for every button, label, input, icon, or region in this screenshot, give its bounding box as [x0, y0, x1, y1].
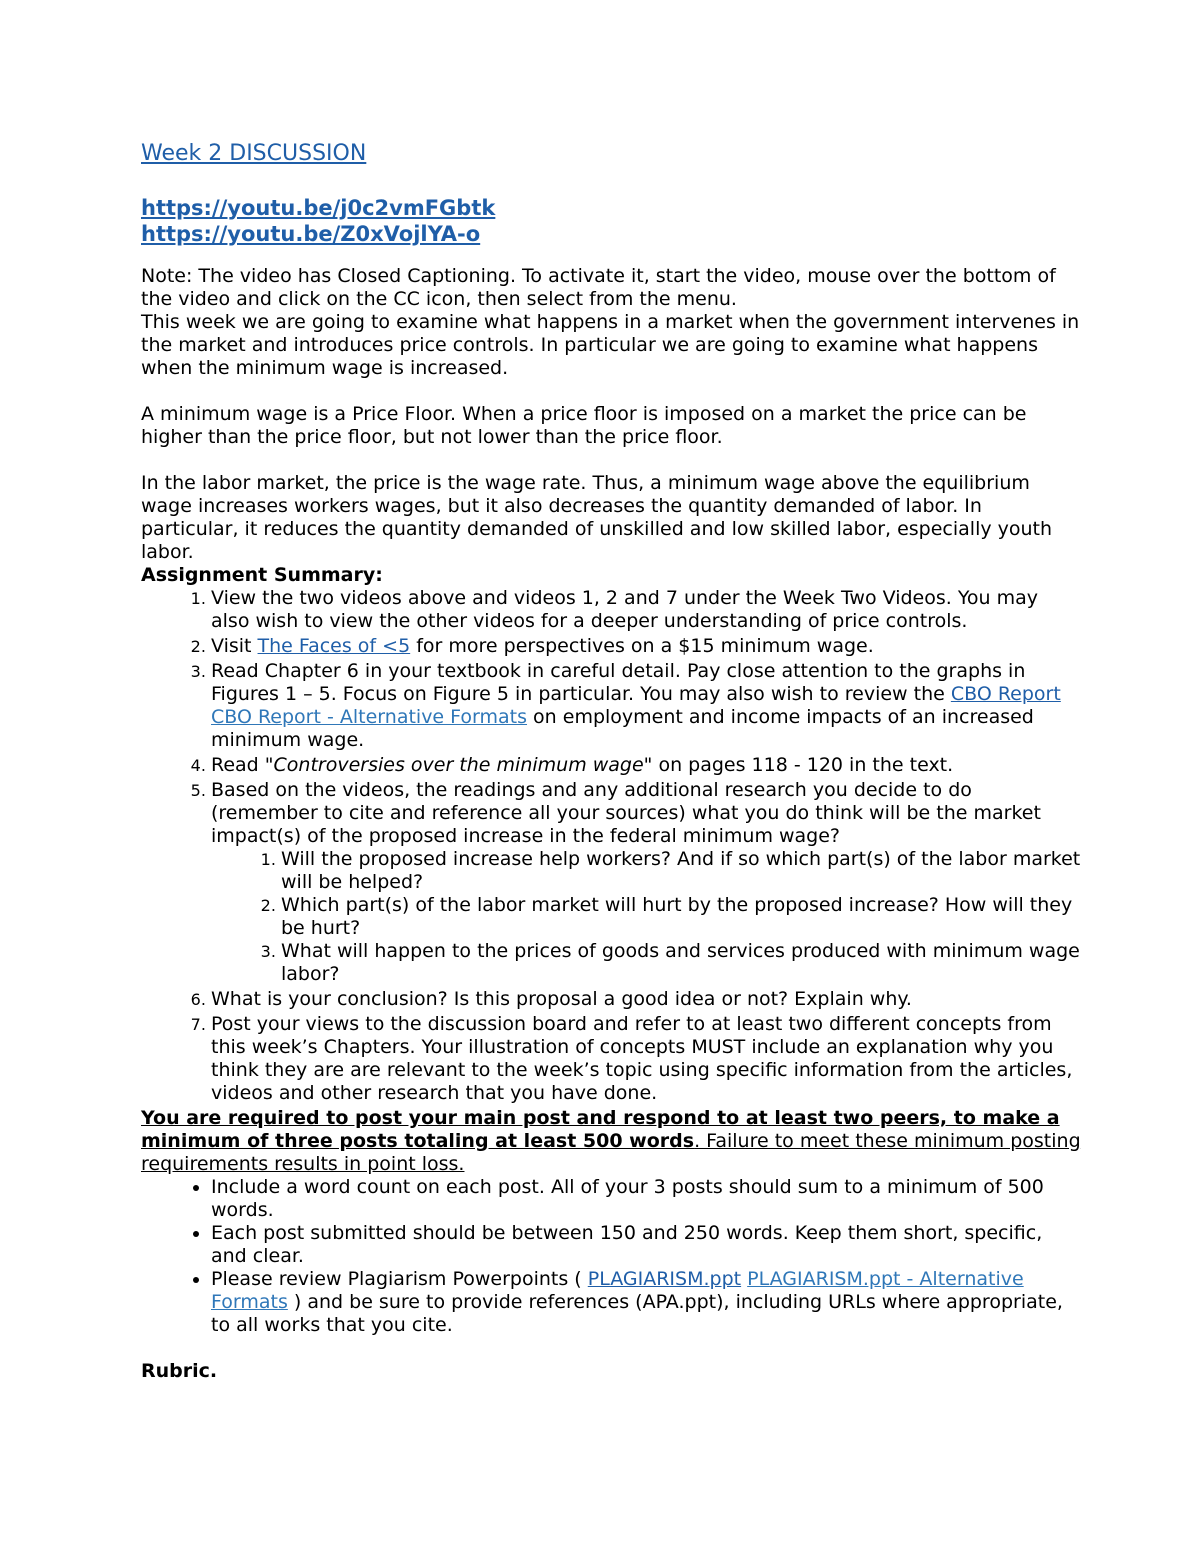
page-title: Week 2 DISCUSSION	[141, 141, 367, 166]
requirements-paragraph: You are required to post your main post and respond to at least two peers, to make a minimum of three posts totaling at least 500 words. Failure to meet these minimum posting requirements results in point loss.	[141, 1107, 1081, 1175]
cbo-report-link[interactable]: CBO Report	[950, 683, 1061, 705]
sub-item-2: 2. Which part(s) of the labor market will hurt by the proposed increase? How will they be hurt?	[281, 894, 1081, 940]
plagiarism-ppt-alt-link[interactable]: PLAGIARISM.ppt - Alternative Formats	[211, 1268, 1024, 1313]
bullet-word-count: • Include a word count on each post. All of your 3 posts should sum to a minimum of 500 words.	[211, 1176, 1081, 1222]
rubric-heading: Rubric.	[141, 1360, 218, 1382]
assignment-sublist	[211, 848, 1081, 986]
video-links	[141, 195, 1081, 247]
assignment-item-5: 5. Based on the videos, the readings and any additional research you decide to do (remember to cite and reference all your sources) what you do think will be the market impact(s) of the proposed increase in the federal minimum wage? 1. Will the proposed increase help workers? And if so which part(s) of the labor market will be helped? 2. Which part(s) of the labor market will hurt by the proposed increase? How will they be hurt? 3. What will happen to the prices of goods and services produced with minimum wage labor?	[211, 779, 1081, 986]
assignment-item-4: 4. Read "Controversies over the minimum wage" on pages 118 - 120 in the text.	[211, 754, 1081, 777]
assignment-item-1: 1. View the two videos above and videos 1, 2 and 7 under the Week Two Videos. You may also wish to view the other videos for a deeper understanding of price controls.	[211, 587, 1081, 633]
video-link-1[interactable]: https://youtu.be/j0c2vmFGbtk	[141, 196, 496, 220]
faces-of-5-link[interactable]: The Faces of <5	[257, 635, 411, 657]
assignment-item-7: 7. Post your views to the discussion board and refer to at least two different concepts from this week’s Chapters. Your illustration of concepts MUST include an explanation why you think they are are relevant to the week’s topic using specific information from the articles, videos and other research that you have done.	[211, 1013, 1081, 1105]
assignment-summary-heading: Assignment Summary:	[141, 564, 383, 586]
labor-market-paragraph: In the labor market, the price is the wage rate. Thus, a minimum wage above the equilibrium wage increases workers wages, but it also decreases the quantity demanded of labor. In particular, it reduces the quantity demanded of unskilled and low skilled labor, especially youth labor.	[141, 472, 1053, 563]
assignment-item-6: 6. What is your conclusion? Is this proposal a good idea or not? Explain why.	[211, 988, 1081, 1011]
cbo-report-alt-link[interactable]: CBO Report - Alternative Formats	[211, 706, 528, 728]
price-floor-paragraph: A minimum wage is a Price Floor. When a price floor is imposed on a market the price can be higher than the price floor, but not lower than the price floor.	[141, 403, 1027, 448]
plagiarism-ppt-link[interactable]: PLAGIARISM.ppt	[587, 1268, 742, 1290]
video-link-2[interactable]: https://youtu.be/Z0xVojlYA-o	[141, 222, 481, 246]
requirements-bullets	[141, 1176, 1081, 1337]
bullet-plagiarism: • Please review Plagiarism Powerpoints ( PLAGIARISM.ppt PLAGIARISM.ppt - Alternative Formats ) and be sure to provide references (APA.ppt), including URLs where appropriate, to all works that you cite.	[211, 1268, 1081, 1337]
sub-item-1: 1. Will the proposed increase help workers? And if so which part(s) of the labor market will be helped?	[281, 848, 1081, 894]
note-paragraph: Note: The video has Closed Captioning. To activate it, start the video, mouse over the bottom of the video and click on the CC icon, then select from the menu.	[141, 265, 1056, 310]
sub-item-3: 3. What will happen to the prices of goods and services produced with minimum wage labor?	[281, 940, 1081, 986]
assignment-list	[141, 587, 1081, 1105]
intro-paragraph: This week we are going to examine what happens in a market when the government intervenes in the market and introduces price controls. In particular we are going to examine what happens when the minimum wage is increased.	[141, 311, 1080, 379]
assignment-item-2: 2. Visit The Faces of <5 for more perspectives on a $15 minimum wage.	[211, 635, 1081, 658]
bullet-post-length: • Each post submitted should be between 150 and 250 words. Keep them short, specific, and clear.	[211, 1222, 1081, 1268]
document-page	[141, 140, 1081, 1383]
assignment-item-3: 3. Read Chapter 6 in your textbook in careful detail. Pay close attention to the graphs in Figures 1 – 5. Focus on Figure 5 in particular. You may also wish to review the CBO Report CBO Report - Alternative Formats on employment and income impacts of an increased minimum wage.	[211, 660, 1081, 752]
